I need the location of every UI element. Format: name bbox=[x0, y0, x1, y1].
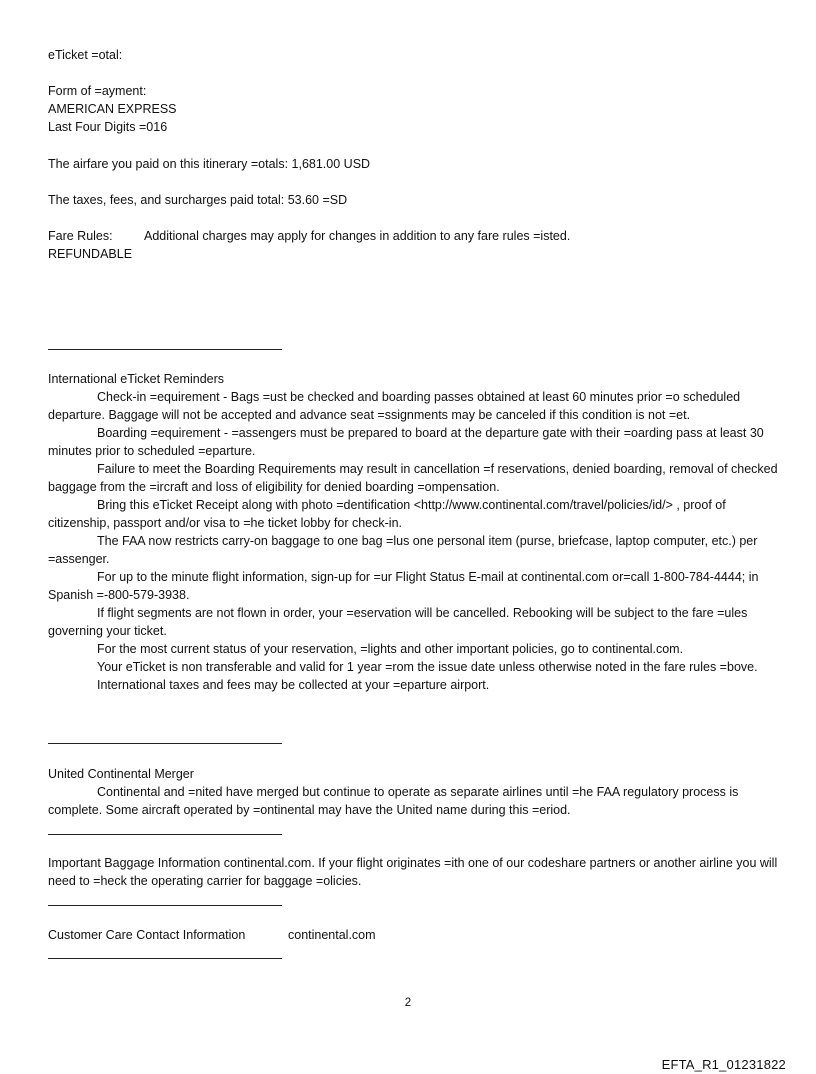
reminder-item: For the most current status of your reservation, =lights and other important policies, go to continental.com. bbox=[97, 642, 684, 656]
customer-care bbox=[48, 926, 778, 944]
reminder-item: Check-in =equirement - Bags =ust be checked and boarding passes obtained at least 60 minutes prior =o scheduled departure. Baggage will not be accepted and advance seat =ssignments may be canceled if this condition is not =et. bbox=[48, 390, 741, 422]
reminder-item: Bring this eTicket Receipt along with photo =dentification <http://www.continental.com/travel/policies/id/> , proof of citizenship, passport and/or visa to =he ticket lobby for check-in. bbox=[48, 498, 726, 530]
care-link: continental.com bbox=[288, 928, 376, 942]
reminders-section bbox=[48, 370, 778, 694]
reminder-item: For up to the minute flight information, sign-up for =ur Flight Status E-mail at continental.com or=call 1-800-784-4444; in Spanish =-800-579-3938. bbox=[48, 570, 759, 602]
section-divider bbox=[48, 743, 282, 744]
airfare-total: The airfare you paid on this itinerary =otals: 1,681.00 USD bbox=[48, 157, 371, 171]
payment-label: Form of =ayment: bbox=[48, 84, 147, 98]
payment-digits: Last Four Digits =016 bbox=[48, 120, 168, 134]
payment-section bbox=[48, 82, 778, 136]
section-divider bbox=[48, 905, 282, 906]
reminder-item: The FAA now restricts carry-on baggage to one bag =lus one personal item (purse, briefcase, laptop computer, etc.) per =assenger. bbox=[48, 534, 758, 566]
reminder-item: Failure to meet the Boarding Requirements may result in cancellation =f reservations, denied boarding, removal of checked baggage from the =ircraft and loss of eligibility for denied boarding =ompensation. bbox=[48, 462, 778, 494]
reminder-item: Boarding =equirement - =assengers must be prepared to board at the departure gate with their =oarding pass at least 30 minutes prior to scheduled =eparture. bbox=[48, 426, 764, 458]
fare-rules-label: Fare Rules: bbox=[48, 229, 113, 243]
refundable-label: REFUNDABLE bbox=[48, 247, 133, 261]
merger-heading: United Continental Merger bbox=[48, 767, 194, 781]
care-label: Customer Care Contact Information bbox=[48, 928, 246, 942]
reminders-heading: International eTicket Reminders bbox=[48, 372, 225, 386]
taxes-total: The taxes, fees, and surcharges paid total: 53.60 =SD bbox=[48, 193, 348, 207]
fare-rules bbox=[48, 227, 778, 263]
section-divider bbox=[48, 349, 282, 350]
baggage-section bbox=[48, 854, 778, 890]
payment-card: AMERICAN EXPRESS bbox=[48, 102, 177, 116]
section-divider bbox=[48, 834, 282, 835]
reminder-item: Your eTicket is non transferable and valid for 1 year =rom the issue date unless otherwise noted in the fare rules =bove. bbox=[97, 660, 758, 674]
reminder-item: International taxes and fees may be collected at your =eparture airport. bbox=[97, 678, 490, 692]
fare-rules-text: Additional charges may apply for changes in addition to any fare rules =isted. bbox=[144, 229, 571, 243]
page-number: 2 bbox=[404, 997, 412, 1009]
merger-text: Continental and =nited have merged but continue to operate as separate airlines until =he FAA regulatory process is complete. Some aircraft operated by =ontinental may have the United name during this =eriod. bbox=[48, 785, 739, 817]
section-divider bbox=[48, 958, 282, 959]
baggage-text: Important Baggage Information continental.com. If your flight originates =ith one of our codeshare partners or another airline you will need to =heck the operating carrier for baggage =olicies. bbox=[48, 856, 778, 888]
document-id: EFTA_R1_01231822 bbox=[661, 1057, 786, 1072]
merger-section bbox=[48, 765, 778, 819]
eticket-total: eTicket =otal: bbox=[48, 48, 123, 62]
reminder-item: If flight segments are not flown in order, your =eservation will be cancelled. Rebooking will be subject to the fare =ules governing your ticket. bbox=[48, 606, 748, 638]
